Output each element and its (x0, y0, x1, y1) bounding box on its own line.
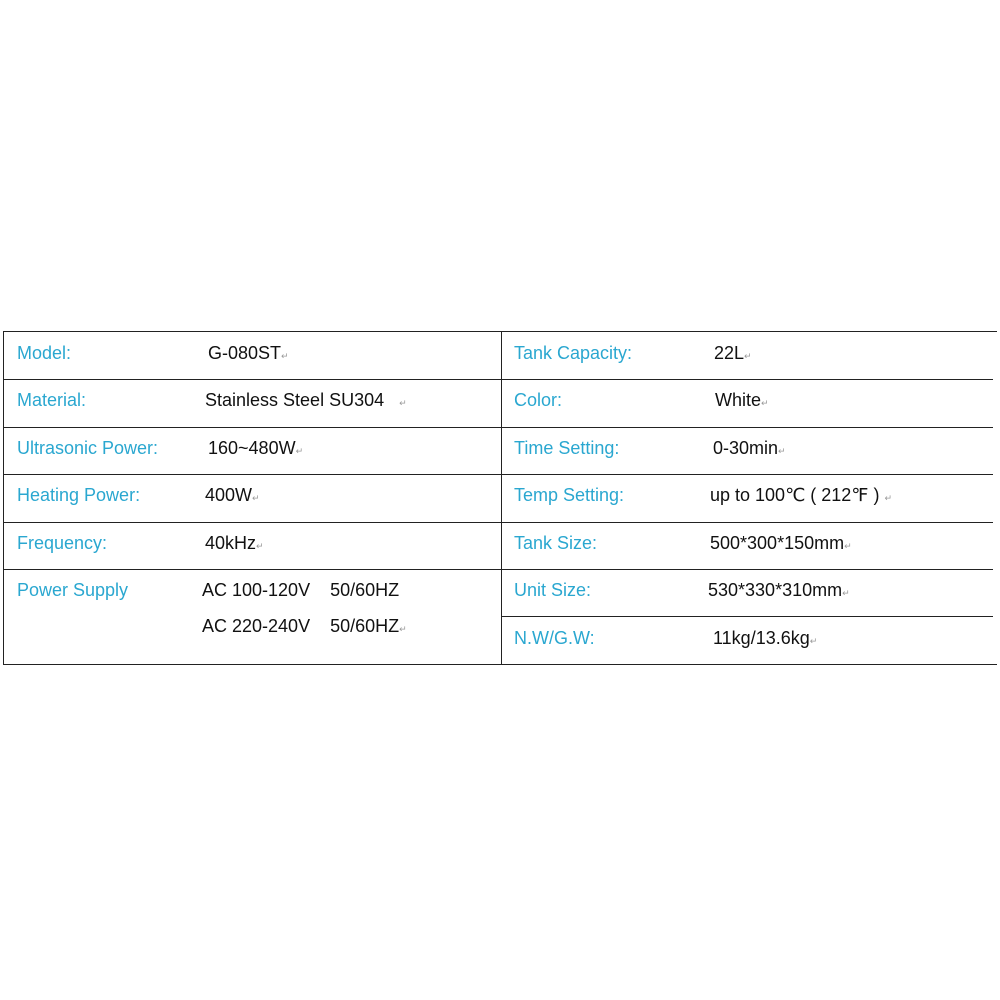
row-divider (4, 379, 501, 380)
spec-label-unit-size: Unit Size: (514, 580, 592, 600)
column-divider (501, 332, 502, 664)
spec-value-ultrasonic-power: 160~480W↵ (208, 438, 304, 458)
spec-label-model: Model: (17, 343, 72, 363)
spec-value-temp-setting: up to 100℃ ( 212℉ ) ↵ (710, 485, 892, 505)
row-divider (501, 569, 993, 570)
row-divider (4, 569, 501, 570)
spec-label-tank-capacity: Tank Capacity: (514, 343, 633, 363)
row-divider (501, 522, 993, 523)
spec-value-heating-power: 400W↵ (205, 485, 260, 505)
spec-value-model: G-080ST↵ (208, 343, 289, 363)
spec-value-frequency: 40kHz↵ (205, 533, 264, 553)
row-divider (501, 427, 993, 428)
spec-label-time-setting: Time Setting: (514, 438, 620, 458)
spec-label-material: Material: (17, 390, 87, 410)
spec-label-heating-power: Heating Power: (17, 485, 141, 505)
spec-value-power-supply-2: AC 220-240V 50/60HZ↵ (202, 616, 407, 636)
spec-label-temp-setting: Temp Setting: (514, 485, 625, 505)
spec-value-time-setting: 0-30min↵ (713, 438, 786, 458)
spec-value-tank-size: 500*300*150mm↵ (710, 533, 852, 553)
row-divider (4, 427, 501, 428)
spec-label-power-supply: Power Supply (17, 580, 129, 600)
row-divider (4, 522, 501, 523)
spec-label-tank-size: Tank Size: (514, 533, 598, 553)
spec-value-power-supply: AC 100-120V 50/60HZ (202, 580, 400, 600)
row-divider (501, 379, 993, 380)
spec-value-unit-size: 530*330*310mm↵ (708, 580, 850, 600)
spec-label-nw-gw: N.W/G.W: (514, 628, 595, 648)
row-divider (501, 474, 993, 475)
spec-value-color: White↵ (715, 390, 769, 410)
spec-value-nw-gw: 11kg/13.6kg↵ (713, 628, 818, 648)
spec-label-frequency: Frequency: (17, 533, 108, 553)
row-divider (501, 616, 993, 617)
spec-label-ultrasonic-power: Ultrasonic Power: (17, 438, 159, 458)
spec-value-tank-capacity: 22L↵ (714, 343, 752, 363)
spec-value-material: Stainless Steel SU304 ↵ (205, 390, 407, 410)
row-divider (4, 474, 501, 475)
spec-table (3, 331, 997, 665)
spec-label-color: Color: (514, 390, 563, 410)
